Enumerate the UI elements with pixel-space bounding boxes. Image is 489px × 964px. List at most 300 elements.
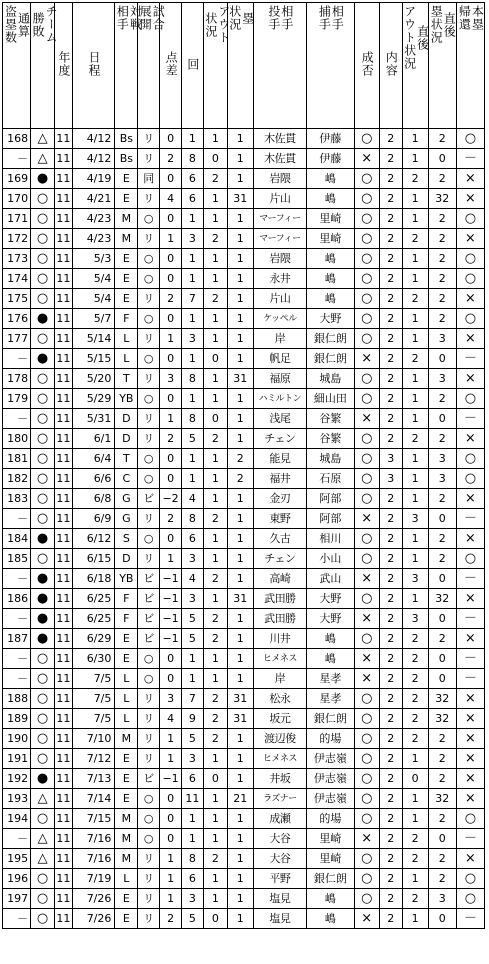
cell-after-base: 2 [428, 489, 456, 509]
cell-year: 11 [55, 669, 73, 689]
cell-outs: 1 [203, 369, 227, 389]
cell-content: 2 [379, 629, 402, 649]
cell-after-base: 0 [428, 609, 456, 629]
cell-team-result: ○ [31, 269, 55, 289]
cell-base-state: 1 [227, 769, 253, 789]
cell-outs: 2 [203, 609, 227, 629]
cell-catcher: 里崎 [306, 229, 354, 249]
cell-after-outs: 1 [402, 269, 428, 289]
cell-result: ○ [354, 309, 379, 329]
cell-after-base: 32 [428, 689, 456, 709]
cell-total-steals: 180 [3, 429, 31, 449]
cell-run-diff: 2 [160, 509, 182, 529]
cell-run-diff: 4 [160, 189, 182, 209]
cell-home-return: × [456, 289, 484, 309]
cell-year: 11 [55, 889, 73, 909]
cell-total-steals: 187 [3, 629, 31, 649]
cell-home-return: × [456, 429, 484, 449]
cell-outs: 1 [203, 449, 227, 469]
cell-year: 11 [55, 649, 73, 669]
cell-after-outs: 2 [402, 429, 428, 449]
cell-catcher: 里崎 [306, 209, 354, 229]
cell-catcher: 城島 [306, 449, 354, 469]
cell-run-diff: 0 [160, 809, 182, 829]
table-row [3, 789, 485, 809]
cell-outs: 1 [203, 329, 227, 349]
cell-result: ○ [354, 249, 379, 269]
cell-base-state: 1 [227, 289, 253, 309]
cell-outs: 1 [203, 129, 227, 149]
cell-total-steals: 190 [3, 729, 31, 749]
cell-total-steals: － [3, 829, 31, 849]
cell-game-situation: リ [138, 229, 160, 249]
cell-after-base: 2 [428, 729, 456, 749]
cell-content: 3 [379, 469, 402, 489]
cell-opponent: L [115, 689, 138, 709]
cell-outs: 0 [203, 349, 227, 369]
cell-opponent: M [115, 209, 138, 229]
cell-pitcher: 岩隈 [253, 249, 306, 269]
table-row [3, 649, 485, 669]
cell-run-diff: 0 [160, 349, 182, 369]
cell-after-outs: 2 [402, 289, 428, 309]
cell-team-result: ○ [31, 189, 55, 209]
cell-game-situation: リ [138, 149, 160, 169]
cell-catcher: 星孝 [306, 669, 354, 689]
cell-content: 2 [379, 829, 402, 849]
cell-date: 6/6 [72, 469, 115, 489]
header-total-steals: 通算 盗塁数 [3, 3, 31, 129]
cell-after-base: 3 [428, 889, 456, 909]
header-team-result: チーム 勝敗 [31, 3, 55, 129]
cell-total-steals: 186 [3, 589, 31, 609]
cell-team-result: ● [31, 569, 55, 589]
cell-total-steals: 193 [3, 789, 31, 809]
cell-home-return: ○ [456, 549, 484, 569]
cell-run-diff: 0 [160, 249, 182, 269]
cell-total-steals: 192 [3, 769, 31, 789]
cell-pitcher: ケッペル [253, 309, 306, 329]
cell-outs: 2 [203, 729, 227, 749]
cell-content: 2 [379, 789, 402, 809]
table-row [3, 269, 485, 289]
cell-content: 2 [379, 869, 402, 889]
cell-base-state: 31 [227, 189, 253, 209]
cell-base-state: 1 [227, 909, 253, 929]
cell-content: 2 [379, 429, 402, 449]
cell-pitcher: 岸 [253, 329, 306, 349]
header-result: 成否 [354, 3, 379, 129]
cell-outs: 1 [203, 249, 227, 269]
cell-year: 11 [55, 449, 73, 469]
cell-run-diff: 0 [160, 129, 182, 149]
header-outs: アウト 状況 [203, 3, 227, 129]
cell-result: ○ [354, 849, 379, 869]
cell-after-base: 32 [428, 789, 456, 809]
cell-year: 11 [55, 329, 73, 349]
cell-after-base: 2 [428, 129, 456, 149]
cell-inning: 8 [182, 509, 204, 529]
cell-total-steals: － [3, 669, 31, 689]
cell-base-state: 1 [227, 649, 253, 669]
cell-catcher: 嶋 [306, 649, 354, 669]
cell-total-steals: 184 [3, 529, 31, 549]
cell-after-base: 0 [428, 569, 456, 589]
cell-result: × [354, 669, 379, 689]
cell-after-outs: 1 [402, 309, 428, 329]
cell-team-result: ● [31, 589, 55, 609]
table-row [3, 729, 485, 749]
cell-catcher: 銀仁朗 [306, 329, 354, 349]
cell-after-outs: 1 [402, 529, 428, 549]
cell-date: 7/14 [72, 789, 115, 809]
cell-catcher: 大野 [306, 309, 354, 329]
cell-year: 11 [55, 829, 73, 849]
header-home-return: 本塁 帰還 [456, 3, 484, 129]
table-row [3, 569, 485, 589]
cell-team-result: △ [31, 829, 55, 849]
cell-home-return: ○ [456, 809, 484, 829]
cell-date: 4/19 [72, 169, 115, 189]
cell-run-diff: 3 [160, 689, 182, 709]
cell-home-return: － [456, 829, 484, 849]
cell-content: 2 [379, 289, 402, 309]
cell-catcher: 阿部 [306, 509, 354, 529]
cell-after-base: 32 [428, 189, 456, 209]
cell-game-situation: ○ [138, 529, 160, 549]
cell-year: 11 [55, 429, 73, 449]
cell-after-outs: 2 [402, 889, 428, 909]
cell-after-base: 0 [428, 909, 456, 929]
cell-result: × [354, 569, 379, 589]
cell-after-outs: 2 [402, 729, 428, 749]
cell-opponent: Bs [115, 129, 138, 149]
cell-opponent: E [115, 249, 138, 269]
cell-content: 2 [379, 909, 402, 929]
cell-year: 11 [55, 589, 73, 609]
cell-date: 5/4 [72, 269, 115, 289]
cell-run-diff: −1 [160, 569, 182, 589]
cell-run-diff: 1 [160, 889, 182, 909]
cell-content: 2 [379, 689, 402, 709]
cell-catcher: 谷繁 [306, 409, 354, 429]
cell-team-result: ○ [31, 689, 55, 709]
cell-home-return: × [456, 229, 484, 249]
cell-outs: 2 [203, 689, 227, 709]
cell-home-return: － [456, 349, 484, 369]
cell-home-return: × [456, 749, 484, 769]
cell-after-base: 2 [428, 869, 456, 889]
cell-after-base: 2 [428, 269, 456, 289]
cell-total-steals: 195 [3, 849, 31, 869]
cell-after-outs: 1 [402, 389, 428, 409]
cell-game-situation: リ [138, 849, 160, 869]
cell-inning: 1 [182, 649, 204, 669]
cell-after-base: 2 [428, 749, 456, 769]
cell-after-outs: 3 [402, 509, 428, 529]
cell-opponent: E [115, 909, 138, 929]
cell-total-steals: － [3, 649, 31, 669]
cell-inning: 4 [182, 489, 204, 509]
cell-date: 6/8 [72, 489, 115, 509]
cell-pitcher: 永井 [253, 269, 306, 289]
cell-content: 2 [379, 349, 402, 369]
cell-base-state: 1 [227, 309, 253, 329]
cell-pitcher: 福原 [253, 369, 306, 389]
cell-result: ○ [354, 789, 379, 809]
cell-opponent: G [115, 509, 138, 529]
cell-outs: 2 [203, 429, 227, 449]
cell-opponent: E [115, 289, 138, 309]
cell-result: ○ [354, 709, 379, 729]
cell-total-steals: 173 [3, 249, 31, 269]
cell-result: ○ [354, 729, 379, 749]
cell-pitcher: 東野 [253, 509, 306, 529]
cell-content: 2 [379, 149, 402, 169]
cell-outs: 2 [203, 289, 227, 309]
cell-inning: 3 [182, 589, 204, 609]
cell-home-return: － [456, 409, 484, 429]
cell-outs: 1 [203, 809, 227, 829]
cell-total-steals: 175 [3, 289, 31, 309]
cell-outs: 1 [203, 209, 227, 229]
cell-run-diff: 0 [160, 469, 182, 489]
cell-home-return: － [456, 509, 484, 529]
cell-inning: 3 [182, 229, 204, 249]
table-row [3, 869, 485, 889]
cell-after-outs: 1 [402, 369, 428, 389]
table-row [3, 609, 485, 629]
cell-inning: 5 [182, 729, 204, 749]
cell-team-result: ○ [31, 229, 55, 249]
cell-base-state: 1 [227, 849, 253, 869]
cell-after-outs: 2 [402, 829, 428, 849]
cell-year: 11 [55, 369, 73, 389]
cell-inning: 8 [182, 409, 204, 429]
cell-run-diff: 3 [160, 369, 182, 389]
cell-date: 6/18 [72, 569, 115, 589]
cell-game-situation: ビ [138, 589, 160, 609]
cell-pitcher: マーフィー [253, 229, 306, 249]
cell-run-diff: 1 [160, 229, 182, 249]
cell-home-return: × [456, 689, 484, 709]
cell-game-situation: ビ [138, 489, 160, 509]
cell-home-return: × [456, 489, 484, 509]
cell-catcher: 城島 [306, 369, 354, 389]
cell-base-state: 31 [227, 369, 253, 389]
cell-team-result: ○ [31, 749, 55, 769]
cell-run-diff: 0 [160, 829, 182, 849]
cell-catcher: 銀仁朗 [306, 349, 354, 369]
table-row [3, 169, 485, 189]
cell-inning: 1 [182, 449, 204, 469]
cell-content: 2 [379, 849, 402, 869]
cell-team-result: ○ [31, 729, 55, 749]
cell-result: ○ [354, 329, 379, 349]
cell-team-result: ○ [31, 889, 55, 909]
cell-catcher: 嶋 [306, 289, 354, 309]
cell-date: 7/5 [72, 669, 115, 689]
cell-content: 2 [379, 489, 402, 509]
cell-after-base: 2 [428, 529, 456, 549]
cell-base-state: 1 [227, 549, 253, 569]
cell-game-situation: ビ [138, 629, 160, 649]
cell-game-situation: ビ [138, 569, 160, 589]
cell-total-steals: 189 [3, 709, 31, 729]
cell-year: 11 [55, 129, 73, 149]
cell-team-result: ● [31, 169, 55, 189]
cell-run-diff: −2 [160, 489, 182, 509]
table-row [3, 289, 485, 309]
cell-result: ○ [354, 469, 379, 489]
cell-date: 5/15 [72, 349, 115, 369]
cell-date: 7/12 [72, 749, 115, 769]
cell-after-outs: 1 [402, 129, 428, 149]
cell-date: 5/4 [72, 289, 115, 309]
cell-total-steals: 191 [3, 749, 31, 769]
cell-base-state: 1 [227, 629, 253, 649]
cell-result: ○ [354, 449, 379, 469]
cell-run-diff: 0 [160, 389, 182, 409]
cell-outs: 1 [203, 529, 227, 549]
cell-inning: 1 [182, 249, 204, 269]
cell-run-diff: −1 [160, 609, 182, 629]
table-row [3, 229, 485, 249]
cell-year: 11 [55, 409, 73, 429]
cell-result: × [354, 909, 379, 929]
cell-year: 11 [55, 909, 73, 929]
cell-result: ○ [354, 429, 379, 449]
header-date: 日程 [72, 3, 115, 129]
cell-home-return: × [456, 789, 484, 809]
cell-after-outs: 2 [402, 229, 428, 249]
cell-base-state: 1 [227, 249, 253, 269]
cell-total-steals: 168 [3, 129, 31, 149]
cell-run-diff: 1 [160, 749, 182, 769]
cell-outs: 1 [203, 589, 227, 609]
cell-base-state: 1 [227, 829, 253, 849]
cell-catcher: 嶋 [306, 189, 354, 209]
cell-date: 6/1 [72, 429, 115, 449]
cell-result: × [354, 609, 379, 629]
cell-after-base: 0 [428, 509, 456, 529]
cell-inning: 8 [182, 849, 204, 869]
cell-after-outs: 1 [402, 249, 428, 269]
cell-game-situation: リ [138, 369, 160, 389]
cell-opponent: C [115, 469, 138, 489]
cell-pitcher: マーフィー [253, 209, 306, 229]
header-row [3, 3, 485, 129]
cell-content: 2 [379, 409, 402, 429]
cell-outs: 0 [203, 909, 227, 929]
table-row [3, 889, 485, 909]
cell-outs: 2 [203, 629, 227, 649]
cell-pitcher: ラズナー [253, 789, 306, 809]
header-run-diff: 点差 [160, 3, 182, 129]
cell-catcher: 的場 [306, 809, 354, 829]
cell-year: 11 [55, 469, 73, 489]
cell-after-base: 2 [428, 769, 456, 789]
cell-date: 6/29 [72, 629, 115, 649]
cell-game-situation: ○ [138, 349, 160, 369]
cell-game-situation: ○ [138, 389, 160, 409]
cell-total-steals: － [3, 909, 31, 929]
cell-date: 7/15 [72, 809, 115, 829]
cell-team-result: △ [31, 789, 55, 809]
cell-opponent: D [115, 429, 138, 449]
header-pitcher: 相手 投手 [253, 3, 306, 129]
cell-base-state: 2 [227, 469, 253, 489]
cell-pitcher: 武田勝 [253, 609, 306, 629]
cell-run-diff: 0 [160, 269, 182, 289]
cell-result: ○ [354, 169, 379, 189]
cell-home-return: × [456, 189, 484, 209]
cell-team-result: △ [31, 849, 55, 869]
cell-content: 2 [379, 609, 402, 629]
cell-year: 11 [55, 769, 73, 789]
cell-team-result: ○ [31, 289, 55, 309]
table-row [3, 809, 485, 829]
cell-catcher: 伊志嶺 [306, 749, 354, 769]
cell-home-return: × [456, 729, 484, 749]
cell-year: 11 [55, 749, 73, 769]
cell-content: 2 [379, 709, 402, 729]
cell-outs: 2 [203, 849, 227, 869]
cell-after-outs: 2 [402, 709, 428, 729]
cell-result: × [354, 829, 379, 849]
cell-home-return: － [456, 649, 484, 669]
cell-result: × [354, 509, 379, 529]
cell-run-diff: 2 [160, 909, 182, 929]
cell-total-steals: 169 [3, 169, 31, 189]
cell-outs: 2 [203, 569, 227, 589]
cell-base-state: 1 [227, 729, 253, 749]
table-row [3, 509, 485, 529]
cell-after-outs: 1 [402, 869, 428, 889]
cell-opponent: L [115, 669, 138, 689]
cell-home-return: ○ [456, 269, 484, 289]
cell-result: ○ [354, 589, 379, 609]
cell-result: ○ [354, 749, 379, 769]
cell-catcher: 伊志嶺 [306, 769, 354, 789]
cell-inning: 6 [182, 529, 204, 549]
table-row [3, 309, 485, 329]
cell-inning: 1 [182, 669, 204, 689]
cell-base-state: 1 [227, 609, 253, 629]
cell-after-outs: 1 [402, 809, 428, 829]
cell-base-state: 21 [227, 789, 253, 809]
cell-content: 2 [379, 769, 402, 789]
cell-outs: 0 [203, 769, 227, 789]
cell-after-outs: 1 [402, 589, 428, 609]
header-year: 年度 [55, 3, 73, 129]
cell-content: 2 [379, 509, 402, 529]
cell-team-result: ○ [31, 409, 55, 429]
cell-result: ○ [354, 129, 379, 149]
cell-team-result: ○ [31, 209, 55, 229]
cell-inning: 6 [182, 869, 204, 889]
cell-inning: 7 [182, 289, 204, 309]
cell-date: 6/30 [72, 649, 115, 669]
steal-record-table [2, 2, 485, 929]
cell-home-return: ○ [456, 469, 484, 489]
cell-run-diff: 0 [160, 669, 182, 689]
cell-after-base: 0 [428, 349, 456, 369]
cell-game-situation: リ [138, 729, 160, 749]
cell-content: 2 [379, 649, 402, 669]
cell-base-state: 1 [227, 409, 253, 429]
cell-date: 4/12 [72, 149, 115, 169]
